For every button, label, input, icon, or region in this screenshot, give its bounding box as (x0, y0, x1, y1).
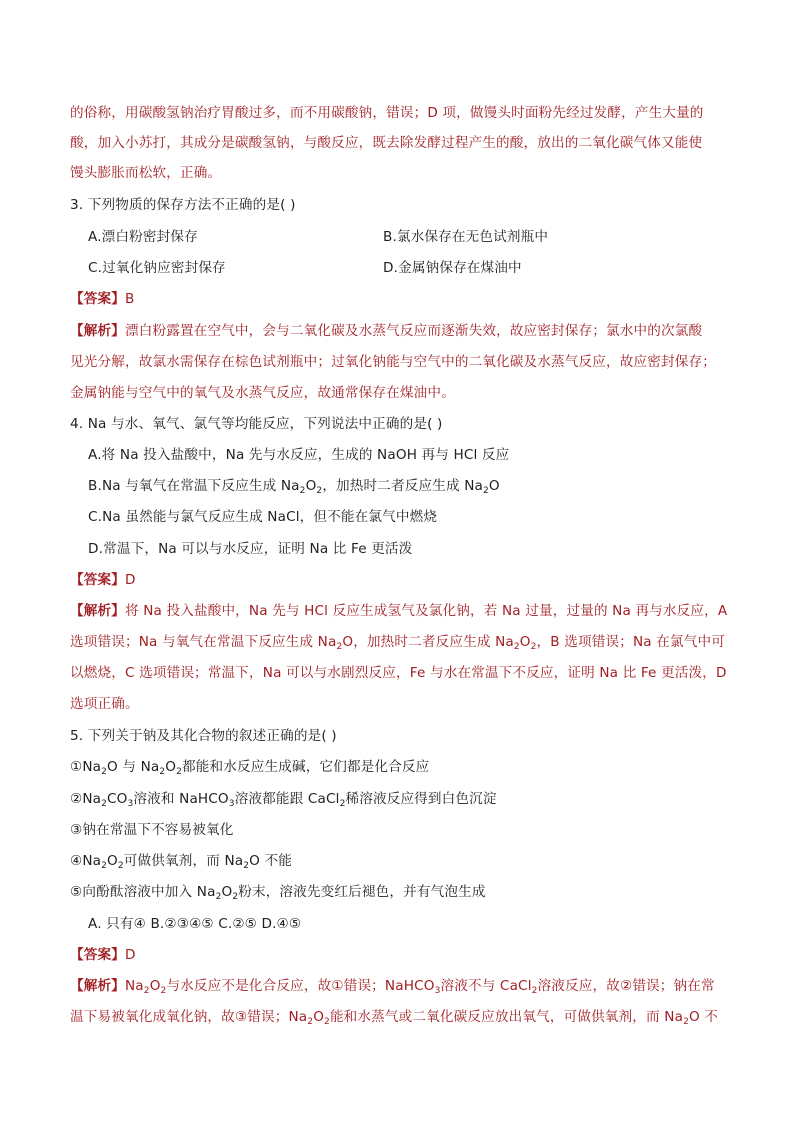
analysis-line: 温下易被氧化成氧化钠，故③错误；$Na_2O_2$能和水蒸气或二氧化碳反应放出氧气，可做供氧剂，而 $Na_2O$ 不 (70, 1009, 719, 1027)
subscript: 2 (117, 861, 124, 871)
subscript: 2 (483, 486, 489, 496)
question-5-options: A. 只有④ B.②③④⑤ C.②⑤ D.④⑤ (88, 916, 302, 932)
question-5-analysis (70, 977, 715, 995)
subscript: 2 (683, 1017, 689, 1027)
text: B.Na 与氧气在常温下反应生成 Na (88, 478, 300, 494)
analysis-line: 选项错误；Na 与氧气在常温下反应生成 $Na_2O$，加热时二者反应生成 $Na_2O_2$，B 选项错误；Na 在氯气中可 (70, 634, 725, 652)
subscript: 2 (160, 986, 167, 996)
option-b: B.氯水保存在无色试剂瓶中 (383, 229, 549, 245)
question-3-analysis (70, 322, 702, 340)
text: 溶液不与 CaCl (440, 978, 532, 994)
question-4-option-a: A.将 Na 投入盐酸中，Na 先与水反应，生成的 NaOH 再与 HCl 反应 (88, 447, 510, 463)
paragraph-line: 的俗称，用碳酸氢钠治疗胃酸过多，而不用碳酸钠，错误；D 项，做馒头时面粉先经过发酵，产生大量的 (70, 105, 704, 121)
text: ⑤向酚酞溶液中加入 Na (70, 884, 216, 900)
analysis-label: 【解析】 (70, 603, 125, 619)
subscript: 2 (101, 799, 108, 809)
subscript: 2 (530, 642, 537, 652)
statement-1: $①Na_2O$ 与 $Na_2O_2$都能和水反应生成碱，它们都是化合反应 (70, 759, 430, 777)
paragraph-line: 酸，加入小苏打，其成分是碳酸氢钠，与酸反应，既去除发酵过程产生的酸，放出的二氧化碳气体又能使 (70, 135, 703, 151)
text: ，B 选项错误；Na 在氯气中可 (536, 634, 725, 650)
text: 溶液反应，故②错误；钠在常 (537, 978, 715, 994)
question-4-analysis (70, 602, 727, 620)
subscript: 2 (159, 767, 166, 777)
subscript: 2 (232, 892, 239, 902)
text: O 不能 (249, 853, 292, 869)
text: 选项错误；Na 与氧气在常温下反应生成 Na (70, 634, 337, 650)
text: 稀溶液反应得到白色沉淀 (345, 791, 497, 807)
option-c: C.过氧化钠应密封保存 (88, 260, 226, 276)
paragraph-line: 馒头膨胀而松软，正确。 (70, 165, 222, 181)
text: O 不 (688, 1009, 719, 1025)
option-d: D.金属钠保存在煤油中 (383, 260, 522, 276)
analysis-label: 【解析】 (70, 323, 125, 339)
text: 可做供氧剂，而 Na (123, 853, 244, 869)
subscript: 2 (336, 642, 343, 652)
answer-value: D (124, 947, 136, 963)
subscript: 2 (215, 892, 222, 902)
subscript: 2 (143, 986, 150, 996)
answer-label: 【答案】 (70, 947, 125, 963)
subscript: 2 (513, 642, 520, 652)
text: O 与 Na (107, 759, 160, 775)
question-3-stem: 3. 下列物质的保存方法不正确的是( ) (70, 197, 296, 213)
analysis-text: 将 Na 投入盐酸中，Na 先与 HCl 反应生成氢气及氯化钠，若 Na 过量，过量的 Na 再与水反应，A (124, 603, 728, 619)
question-4-option-d: D.常温下，Na 可以与水反应，证明 Na 比 Fe 更活泼 (88, 541, 413, 557)
subscript: 2 (531, 986, 538, 996)
subscript: 3 (127, 799, 134, 809)
subscript: 2 (299, 486, 306, 496)
analysis-line: 以燃烧，C 选项错误；常温下，Na 可以与水剧烈反应，Fe 与水在常温下不反应，证明 Na 比 Fe 更活泼，D (70, 665, 727, 681)
answer-value: D (124, 572, 136, 588)
subscript: 2 (316, 486, 323, 496)
question-3-answer (70, 290, 134, 308)
question-4-answer (70, 571, 136, 589)
text: 粉末，溶液先变红后褪色，并有气泡生成 (238, 884, 486, 900)
subscript: 2 (243, 861, 250, 871)
question-5-answer (70, 946, 136, 964)
text: Na (124, 978, 144, 994)
analysis-line: 选项正确。 (70, 696, 139, 712)
option-a: A.漂白粉密封保存 (88, 229, 198, 245)
analysis-label: 【解析】 (70, 978, 125, 994)
question-3-options-row2 (88, 259, 522, 277)
subscript: 2 (101, 767, 108, 777)
text: ②Na (70, 791, 102, 807)
analysis-line: 见光分解，故氯水需保存在棕色试剂瓶中；过氧化钠能与空气中的二氧化碳及水蒸气反应，故应密封保存； (70, 354, 716, 370)
text: ④Na (70, 853, 102, 869)
text: 与水反应不是化合反应，故①错误；NaHCO (166, 978, 435, 994)
subscript: 2 (324, 1017, 330, 1027)
text: 能和水蒸气或二氧化碳反应放出氧气，可做供氧剂，而 Na (329, 1009, 684, 1025)
text: 都能和水反应生成碱，它们都是化合反应 (182, 759, 430, 775)
text: ①Na (70, 759, 102, 775)
statement-3: ③钠在常温下不容易被氧化 (70, 822, 234, 838)
text: 溶液都能跟 CaCl (234, 791, 340, 807)
statement-5: ⑤向酚酞溶液中加入 $Na_2O_2$粉末，溶液先变红后褪色，并有气泡生成 (70, 884, 486, 902)
statement-4: $④Na_2O_2$可做供氧剂，而 $Na_2O$ 不能 (70, 853, 292, 871)
text: O，加热时二者反应生成 Na (342, 634, 514, 650)
subscript: 2 (176, 767, 183, 777)
analysis-text: $Na_2O_2$与水反应不是化合反应，故①错误；NaHCO$_3$溶液不与 CaCl$_2$溶液反应，故②错误；钠在常 (124, 978, 715, 996)
text: 溶液和 NaHCO (133, 791, 229, 807)
question-5-stem: 5. 下列关于钠及其化合物的叙述正确的是( ) (70, 728, 337, 744)
question-4-option-b: B.Na 与氧气在常温下反应生成 $Na_2O_2$，加热时二者反应生成 $Na_2O$ (88, 478, 500, 496)
answer-value: B (124, 291, 135, 307)
answer-label: 【答案】 (70, 572, 125, 588)
analysis-text: 漂白粉露置在空气中，会与二氧化碳及水蒸气反应而逐渐失效，故应密封保存；氯水中的次氯酸 (124, 323, 703, 339)
question-4-option-c: C.Na 虽然能与氯气反应生成 NaCl，但不能在氯气中燃烧 (88, 509, 438, 525)
subscript: 2 (339, 799, 346, 809)
question-4-stem: 4. Na 与水、氧气、氯气等均能反应，下列说法中正确的是( ) (70, 416, 443, 432)
subscript: 3 (228, 799, 235, 809)
text: O (488, 478, 500, 494)
question-3-options-row1 (88, 228, 549, 246)
subscript: 3 (434, 986, 441, 996)
answer-label: 【答案】 (70, 291, 125, 307)
text: ，加热时二者反应生成 Na (322, 478, 484, 494)
analysis-line: 金属钠能与空气中的氧气及水蒸气反应，故通常保存在煤油中。 (70, 385, 455, 401)
subscript: 2 (307, 1017, 314, 1027)
statement-2: $②Na_2CO_3$溶液和 NaHCO$_3$溶液都能跟 CaCl$_2$稀溶液反应得到白色沉淀 (70, 791, 497, 809)
text: 温下易被氧化成氧化钠，故③错误；Na (70, 1009, 308, 1025)
subscript: 2 (101, 861, 108, 871)
